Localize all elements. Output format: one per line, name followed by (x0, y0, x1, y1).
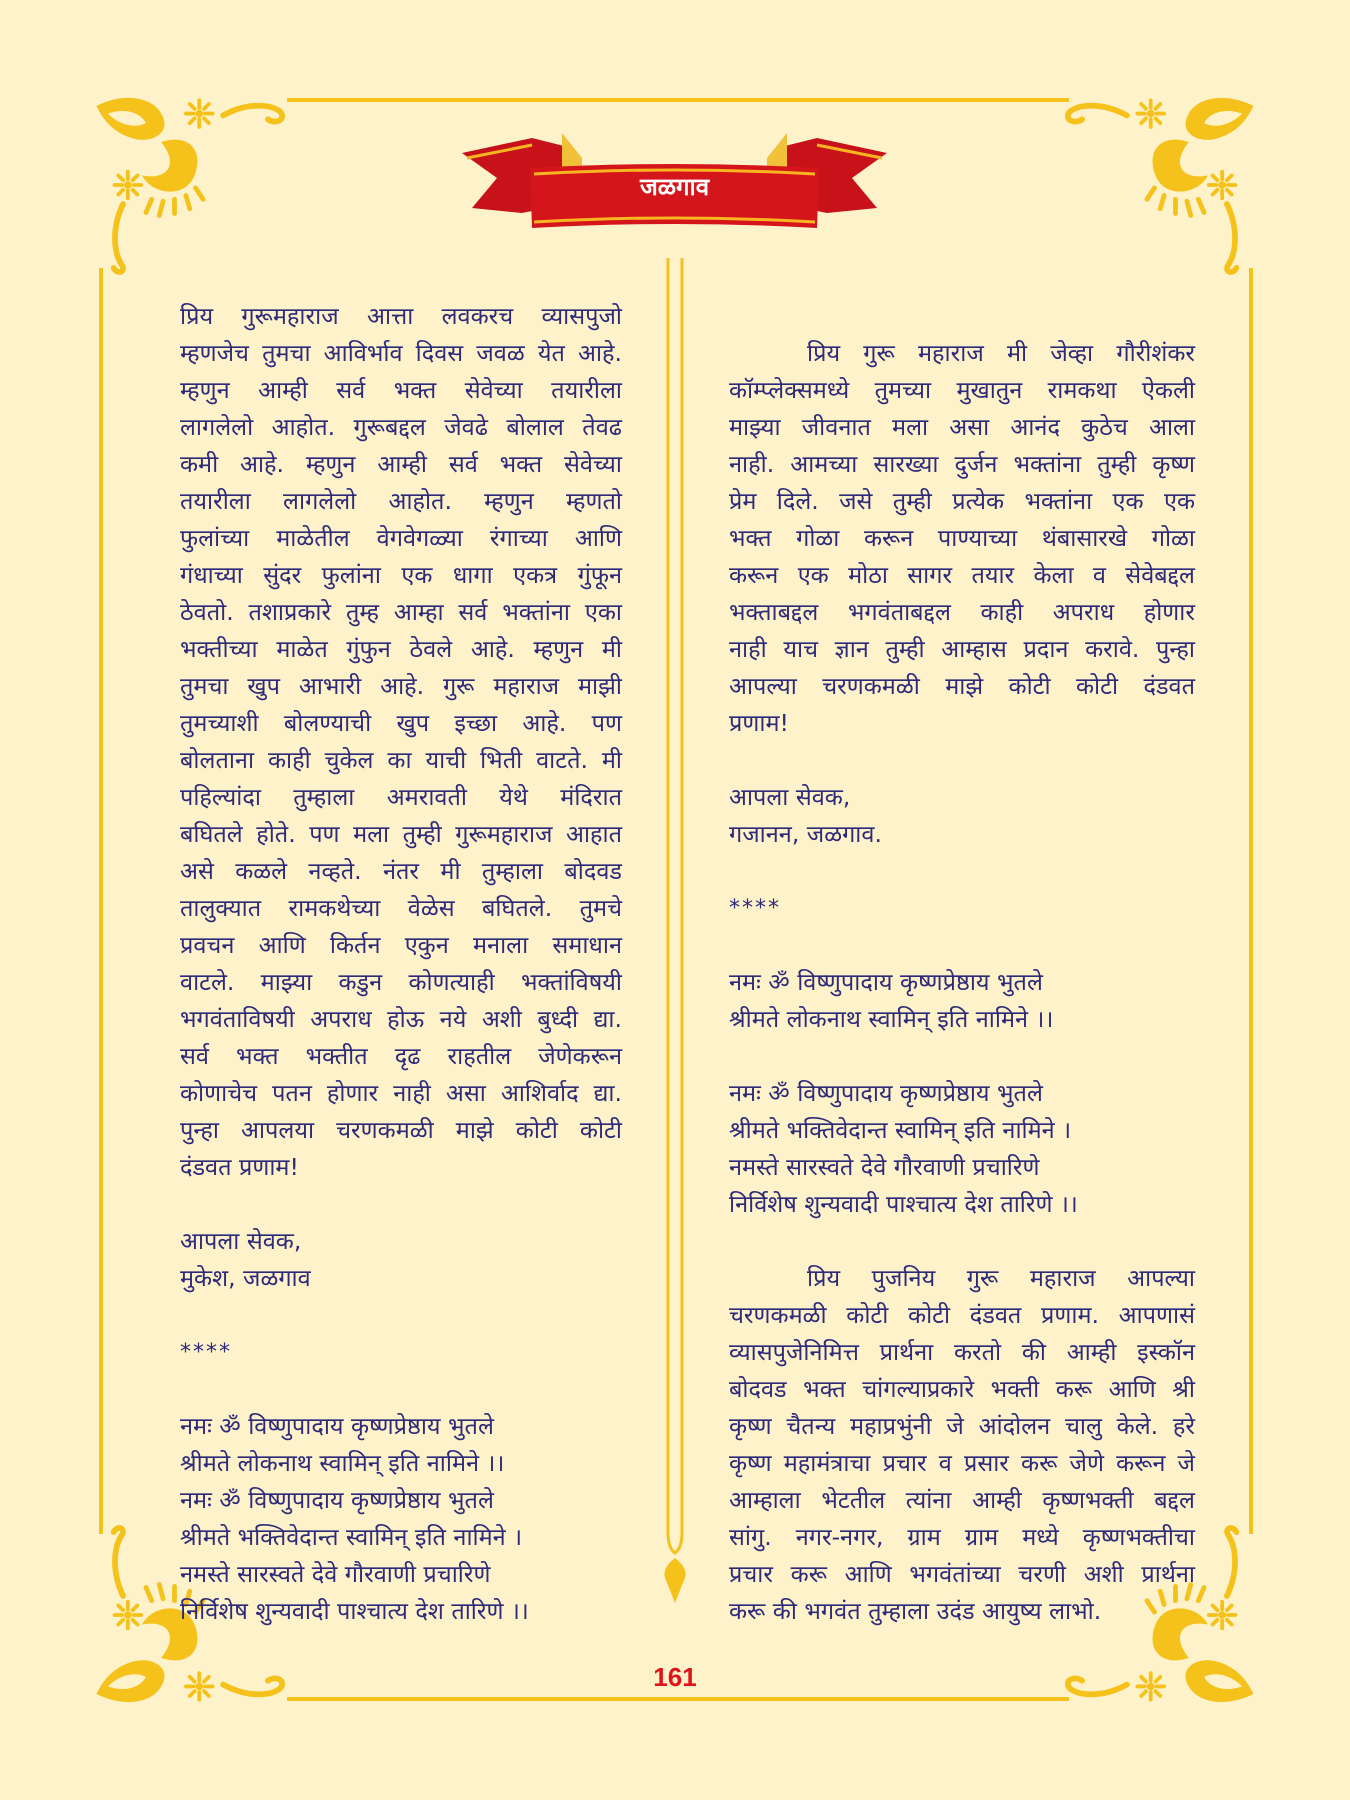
paragraph-line: प्रचार करू आणि भगवंतांच्या चरणी अशी प्रार्थना (729, 1560, 1195, 1588)
signature-line: आपला सेवक, (180, 1227, 302, 1255)
paragraph-line: बघितले होते. पण मला तुम्ही गुरूमहाराज आहात (180, 820, 622, 848)
verse-line: नमः ॐ विष्णुपादाय कृष्णप्रेष्ठाय भुतले (180, 1412, 494, 1440)
column-divider (660, 258, 690, 1603)
signature-line: मुकेश, जळगाव (180, 1264, 311, 1292)
paragraph-line: वाटले. माझ्या कडुन कोणत्याही भक्तांविषयी (180, 968, 622, 996)
paragraph-line: सांगु. नगर-नगर, ग्राम ग्राम मध्ये कृष्णभक्तीचा (729, 1523, 1195, 1551)
paragraph-line: गंधाच्या सुंदर फुलांना एक धागा एकत्र गुंफून (180, 561, 622, 589)
paragraph-line: फुलांच्या माळेतील वेगवेगळ्या रंगाच्या आणि (180, 524, 622, 552)
paragraph-line: भगवंताविषयी अपराध होऊ नये अशी बुध्दी द्या. (180, 1005, 622, 1033)
paragraph-line: कोणाचेच पतन होणार नाही असा आशिर्वाद द्या. (180, 1079, 622, 1107)
verse-line: नमस्ते सारस्वते देवे गौरवाणी प्रचारिणे (180, 1560, 491, 1588)
corner-ornament-top-right (1065, 85, 1265, 285)
paragraph-line: ठेवतो. तशाप्रकारे तुम्ह आम्हा सर्व भक्तांना एका (180, 598, 622, 626)
paragraph-line: बोलताना काही चुकेल का याची भिती वाटते. मी (180, 746, 622, 774)
paragraph-line: तालुक्यात रामकथेच्या वेळेस बघितले. तुमचे (180, 894, 622, 922)
verse-line: श्रीमते भक्तिवेदान्त स्वामिन् इति नामिने । (180, 1523, 523, 1551)
paragraph-line: तुमचा खुप आभारी आहे. गुरू महाराज माझी (180, 672, 622, 700)
paragraph-line: भक्त गोळा करून पाण्याच्या थंबासारखे गोळा (729, 524, 1195, 552)
paragraph-line: आपल्या चरणकमळी माझे कोटी कोटी दंडवत (729, 672, 1195, 700)
verse-line: श्रीमते लोकनाथ स्वामिन् इति नामिने ।। (180, 1449, 505, 1477)
signature-line: आपला सेवक, (729, 783, 851, 811)
verse-line: नमः ॐ विष्णुपादाय कृष्णप्रेष्ठाय भुतले (180, 1486, 494, 1514)
blank-line (729, 742, 1195, 779)
right-border-line (1249, 268, 1253, 1534)
paragraph-line: भक्तीच्या माळेत गुंफुन ठेवले आहे. म्हणुन मी (180, 635, 622, 663)
paragraph-line: माझ्या जीवनात मला असा आनंद कुठेच आला (729, 413, 1195, 441)
paragraph-line: प्रिय गुरूमहाराज आत्ता लवकरच व्यासपुजो (180, 302, 622, 330)
paragraph-line: म्हणजेच तुमचा आविर्भाव दिवस जवळ येत आहे. (180, 339, 622, 367)
blank-line (729, 853, 1195, 890)
page-title: जळगाव (639, 173, 710, 201)
verse-line: नमः ॐ विष्णुपादाय कृष्णप्रेष्ठाय भुतले (729, 1079, 1043, 1107)
left-border-line (99, 268, 103, 1534)
paragraph-line: करू की भगवंत तुम्हाला उदंड आयुष्य लाभो. (729, 1597, 1102, 1625)
paragraph-line: कृष्ण चैतन्य महाप्रभुंनी जे आंदोलन चालु केले. हरे (729, 1412, 1195, 1440)
paragraph-line: प्रिय पुजनिय गुरू महाराज आपल्या (807, 1264, 1195, 1292)
verse-line: नमः ॐ विष्णुपादाय कृष्णप्रेष्ठाय भुतले (729, 968, 1043, 996)
paragraph-line: बोदवड भक्त चांगल्याप्रकारे भक्ती करू आणि श्री (729, 1375, 1195, 1403)
paragraph-line: प्रणाम! (729, 709, 789, 737)
paragraph-line: म्हणुन आम्ही सर्व भक्त सेवेच्या तयारीला (180, 376, 622, 404)
blank-line (180, 1297, 622, 1334)
right-column (729, 335, 1195, 1630)
page-number: 161 (653, 1662, 697, 1692)
signature-line: गजानन, जळगाव. (729, 820, 882, 848)
verse-line: निर्विशेष शुन्यवादी पाश्चात्य देश तारिणे ।। (180, 1597, 529, 1625)
verse-line: नमस्ते सारस्वते देवे गौरवाणी प्रचारिणे (729, 1153, 1040, 1181)
blank-line (729, 1223, 1195, 1260)
paragraph-line: नाही याच ज्ञान तुम्ही आम्हास प्रदान करावे. पुन्हा (729, 635, 1195, 663)
corner-ornament-top-left (85, 85, 285, 285)
paragraph-line: व्यासपुजेनिमित्त प्रार्थना करतो की आम्ही इस्कॉन (729, 1338, 1195, 1366)
paragraph-line: चरणकमळी कोटी कोटी दंडवत प्रणाम. आपणासं (729, 1301, 1195, 1329)
section-separator: **** (180, 1340, 232, 1365)
paragraph-line: करून एक मोठा सागर तयार केला व सेवेबद्दल (729, 561, 1195, 589)
paragraph-line: पुन्हा आपलया चरणकमळी माझे कोटी कोटी (180, 1116, 622, 1144)
left-column (180, 298, 622, 1630)
paragraph-line: लागलेलो आहोत. गुरूबद्दल जेवढे बोलाल तेवढ (180, 413, 622, 441)
verse-line: श्रीमते लोकनाथ स्वामिन् इति नामिने ।। (729, 1005, 1054, 1033)
paragraph-line: आम्हाला भेटतील त्यांना आम्ही कृष्णभक्ती बद्दल (729, 1486, 1195, 1514)
paragraph-line: प्रिय गुरू महाराज मी जेव्हा गौरीशंकर (807, 339, 1195, 367)
paragraph-line: असे कळले नव्हते. नंतर मी तुम्हाला बोदवड (180, 857, 622, 885)
title-ribbon-banner (462, 128, 887, 238)
verse-line: निर्विशेष शुन्यवादी पाश्चात्य देश तारिणे ।। (729, 1190, 1078, 1218)
paragraph-line: प्रेम दिले. जसे तुम्ही प्रत्येक भक्तांना एक एक (729, 487, 1195, 515)
paragraph-line: दंडवत प्रणाम! (180, 1153, 299, 1181)
blank-line (180, 1371, 622, 1408)
section-separator: **** (729, 896, 781, 921)
paragraph-line: कमी आहे. म्हणुन आम्ही सर्व भक्त सेवेच्या (180, 450, 622, 478)
blank-line (729, 927, 1195, 964)
blank-line (180, 1186, 622, 1223)
paragraph-line: नाही. आमच्या सारख्या दुर्जन भक्तांना तुम्ही कृष्ण (729, 450, 1195, 478)
blank-line (729, 1038, 1195, 1075)
bottom-border-line (287, 1697, 1069, 1701)
paragraph-line: तयारीला लागलेलो आहोत. म्हणुन म्हणतो (180, 487, 622, 515)
verse-line: श्रीमते भक्तिवेदान्त स्वामिन् इति नामिने । (729, 1116, 1072, 1144)
paragraph-line: सर्व भक्त भक्तीत दृढ राहतील जेणेकरून (180, 1042, 622, 1070)
paragraph-line: कृष्ण महामंत्राचा प्रचार व प्रसार करू जेणे करून जे (729, 1449, 1195, 1477)
top-border-line (287, 98, 1069, 102)
paragraph-line: तुमच्याशी बोलण्याची खुप इच्छा आहे. पण (180, 709, 622, 737)
paragraph-line: भक्ताबद्दल भगवंताबद्दल काही अपराध होणार (729, 598, 1195, 626)
paragraph-line: प्रवचन आणि किर्तन एकुन मनाला समाधान (180, 931, 622, 959)
paragraph-line: कॉम्प्लेक्समध्ये तुमच्या मुखातुन रामकथा ऐकली (729, 376, 1195, 404)
paragraph-line: पहिल्यांदा तुम्हाला अमरावती येथे मंदिरात (180, 783, 622, 811)
